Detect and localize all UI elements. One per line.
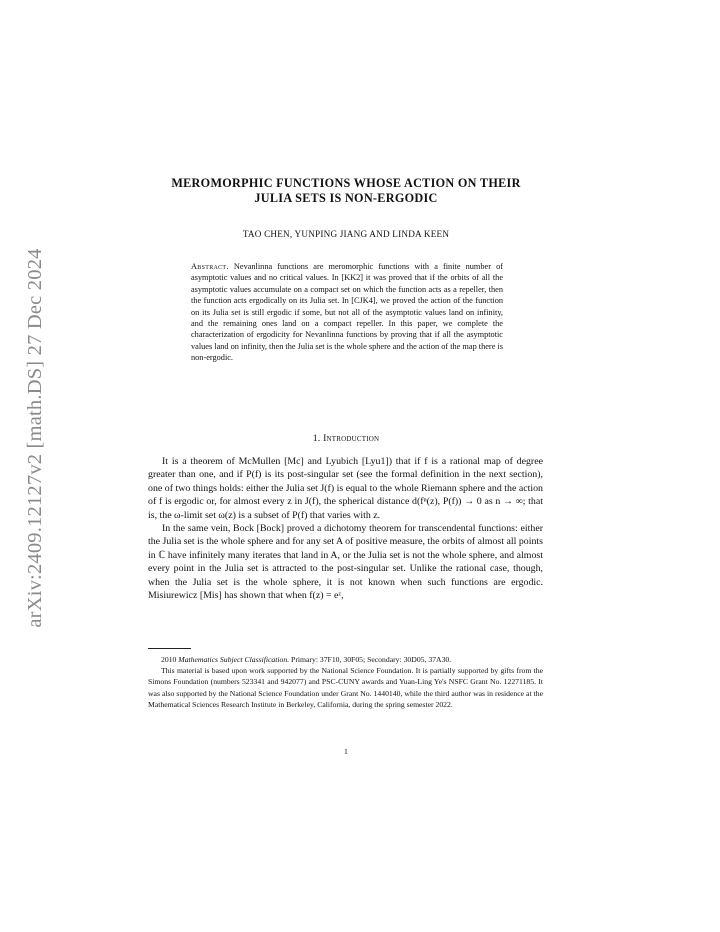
paragraph-2: In the same vein, Bock [Bock] proved a dichotomy theorem for transcendental functions: either the Julia set is the whole sphere and for any set A of positive measure, the orbits of almost all points in ℂ have infinitely many iterates that land in A, or the Julia set is not the whole sphere, and almost every point in the Julia set is attracted to the post-singular set. Unlike the rational case, though, when the Julia set is the whole sphere, it is not known when such functions are ergodic. Misiurewicz [Mis] has shown that when f(z) = eᶻ, [148, 523, 543, 602]
paper-title [148, 176, 544, 206]
paragraph-1: It is a theorem of McMullen [Mc] and Lyubich [Lyu1]) that if f is a rational map of degree greater than one, and if P(f) is its post-singular set (see the formal definition in the next section), one of two things holds: either the Julia set J(f) is equal to the whole Riemann sphere and the action of f is ergodic or, for almost every z in J(f), the spherical distance d(fⁿ(z), P(f)) → 0 as n → ∞; that is, the ω-limit set ω(z) is a subset of P(f) that varies with z. [148, 456, 543, 521]
msc-year: 2010 [161, 655, 177, 664]
section-title: Introduction [323, 433, 380, 444]
footnote-msc [148, 654, 543, 665]
footnote-divider [148, 648, 191, 649]
section-number: 1. [312, 433, 321, 444]
arxiv-identifier-stamp: arXiv:2409.12127v2 [math.DS] 27 Dec 2024 [24, 248, 46, 628]
abstract-heading: Abstract. [191, 262, 229, 271]
footnotes [148, 654, 543, 710]
footnote-support: This material is based upon work supported by the National Science Foundation. It is partially supported by gifts from the Simons Foundation (numbers 523341 and 942077) and PSC-CUNY awards and Yuan-Ling Ye's NSFC Grant No. 12271185. It was also supported by the National Science Foundation under Grant No. 1440140, while the third author was in residence at the Mathematical Sciences Research Institute in Berkeley, California, during the spring semester 2022. [148, 666, 543, 709]
title-line-1: MEROMORPHIC FUNCTIONS WHOSE ACTION ON THEIR [171, 176, 521, 190]
body-text [148, 455, 543, 602]
page-number: 1 [344, 747, 348, 756]
author-list: TAO CHEN, YUNPING JIANG AND LINDA KEEN [242, 229, 450, 239]
section-heading [148, 433, 544, 444]
abstract-block [191, 261, 503, 364]
title-line-2: JULIA SETS IS NON-ERGODIC [254, 191, 438, 205]
abstract-text: Nevanlinna functions are meromorphic functions with a finite number of asymptotic values and no critical values. In [KK2] it was proved that if the orbits of all the asymptotic values accumulate on a compact set on which the function acts as a repeller, then the function acts ergodically on its Julia set. In [CJK4], we proved the action of the function on its Julia set is still ergodic if some, but not all of the asymptotic values land on infinity, and the remaining ones land on a compact repeller. In this paper, we complete the characterization of ergodicity for Nevanlinna functions by proving that if all the asymptotic values land on infinity, then the Julia set is the whole sphere and the action of the map there is non-ergodic. [191, 262, 503, 363]
msc-codes: Primary: 37F10, 30F05; Secondary: 30D05, 37A30. [291, 655, 452, 664]
msc-label: Mathematics Subject Classification. [178, 655, 290, 664]
